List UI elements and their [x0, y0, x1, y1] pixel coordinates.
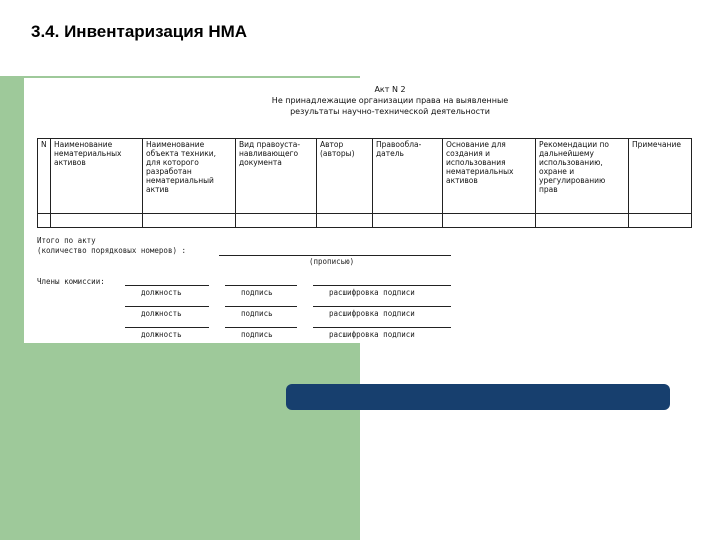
table-cell: [38, 214, 51, 228]
signature-label: подпись: [241, 330, 273, 339]
signature-line: [225, 327, 297, 328]
table-cell: [236, 214, 317, 228]
table-cell: [317, 214, 373, 228]
table-cell: [443, 214, 536, 228]
total-line: [219, 255, 451, 256]
total-label: Итого по акту: [37, 236, 96, 245]
commission-label: Члены комиссии:: [37, 277, 105, 286]
decoding-label: расшифровка подписи: [329, 309, 415, 318]
act-title-line-1: Не принадлежащие организации права на выявленные: [271, 96, 509, 105]
table-cell: [536, 214, 629, 228]
table-row: [38, 214, 692, 228]
col-header-recommendations: Рекомендации по дальнейшему использованию, охране и урегулированию прав: [536, 139, 629, 214]
position-label: должность: [141, 309, 182, 318]
table-cell: [373, 214, 443, 228]
signature-line: [313, 285, 451, 286]
signature-line: [313, 306, 451, 307]
col-header-number: N: [38, 139, 51, 214]
table-cell: [143, 214, 236, 228]
col-header-asset-name: Наименование нематериальных активов: [51, 139, 143, 214]
act-number: Акт N 2: [374, 85, 406, 94]
col-header-basis: Основание для создания и использования нематериальных активов: [443, 139, 536, 214]
total-sublabel: (количество порядковых номеров) :: [37, 246, 187, 255]
table-header-row: [38, 139, 692, 214]
decoding-label: расшифровка подписи: [329, 330, 415, 339]
table-cell: [629, 214, 692, 228]
words-hint: (прописью): [309, 257, 355, 266]
signature-label: подпись: [241, 309, 273, 318]
signature-line: [313, 327, 451, 328]
act-document: [24, 78, 696, 343]
decoding-label: расшифровка подписи: [329, 288, 415, 297]
position-label: должность: [141, 288, 182, 297]
slide-title: 3.4. Инвентаризация НМА: [31, 22, 248, 41]
col-header-authors: Автор (авторы): [317, 139, 373, 214]
table-cell: [51, 214, 143, 228]
col-header-document-type: Вид правоуста-навливающего документа: [236, 139, 317, 214]
signature-line: [225, 285, 297, 286]
position-label: должность: [141, 330, 182, 339]
col-header-rightholder: Правообла-датель: [373, 139, 443, 214]
signature-line: [125, 327, 209, 328]
signature-line: [125, 306, 209, 307]
blue-accent-bar: [286, 384, 670, 410]
act-table: [37, 138, 692, 228]
act-header: [24, 84, 696, 117]
col-header-object-name: Наименование объекта техники, для которого разработан нематериальный актив: [143, 139, 236, 214]
signature-line: [225, 306, 297, 307]
signature-line: [125, 285, 209, 286]
col-header-notes: Примечание: [629, 139, 692, 214]
act-title-line-2: результаты научно-технической деятельности: [290, 107, 490, 116]
signature-label: подпись: [241, 288, 273, 297]
